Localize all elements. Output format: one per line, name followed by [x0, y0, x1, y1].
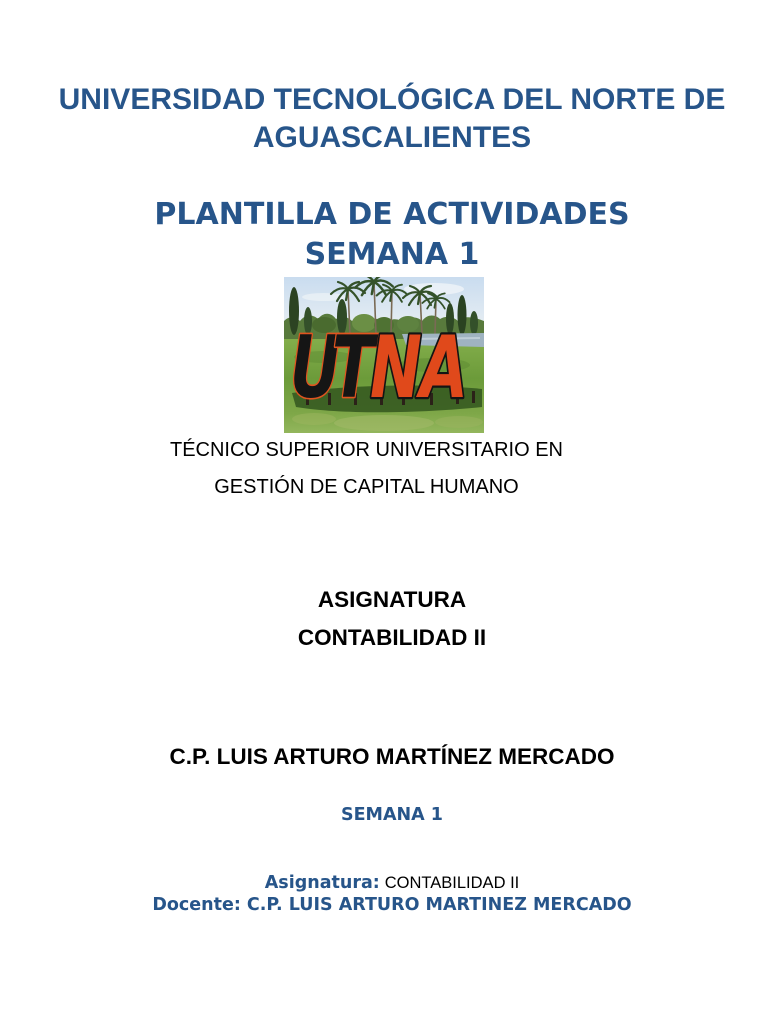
- footer-subject-line: [16, 872, 768, 894]
- degree-program: [0, 432, 733, 506]
- activity-template-title: [16, 195, 768, 275]
- activity-template-week-line: SEMANA 1: [304, 237, 480, 272]
- university-name-line-1: UNIVERSIDAD TECNOLÓGICA DEL NORTE DE: [58, 83, 726, 116]
- logo-letter-n: N: [370, 318, 422, 418]
- university-name: [16, 81, 768, 157]
- activity-template-title-line: PLANTILLA DE ACTIVIDADES: [154, 197, 630, 232]
- footer-info: [16, 872, 768, 916]
- subject-name: CONTABILIDAD II: [297, 625, 487, 650]
- teacher-name: C.P. LUIS ARTURO MARTÍNEZ MERCADO: [169, 744, 615, 769]
- degree-program-line-2: GESTIÓN DE CAPITAL HUMANO: [214, 476, 519, 498]
- degree-program-line-1: TÉCNICO SUPERIOR UNIVERSITARIO EN: [169, 439, 563, 461]
- subject-heading: ASIGNATURA: [317, 587, 467, 612]
- logo-letter-t: T: [332, 318, 375, 418]
- week-label: SEMANA 1: [341, 805, 443, 825]
- logo-letter-a: A: [420, 318, 468, 418]
- logo-letter-u: U: [290, 318, 341, 418]
- footer-subject-label: Asignatura:: [264, 873, 380, 893]
- footer-teacher-line: Docente: C.P. LUIS ARTURO MARTINEZ MERCADO: [152, 895, 632, 915]
- teacher-block: [16, 738, 768, 776]
- subject-block: [16, 581, 768, 657]
- campus-logo-photo: [284, 277, 484, 433]
- utna-logo-letters: [290, 318, 468, 418]
- week-block: [16, 803, 768, 827]
- footer-subject-value: CONTABILIDAD II: [384, 874, 520, 892]
- university-name-line-2: AGUASCALIENTES: [252, 121, 532, 154]
